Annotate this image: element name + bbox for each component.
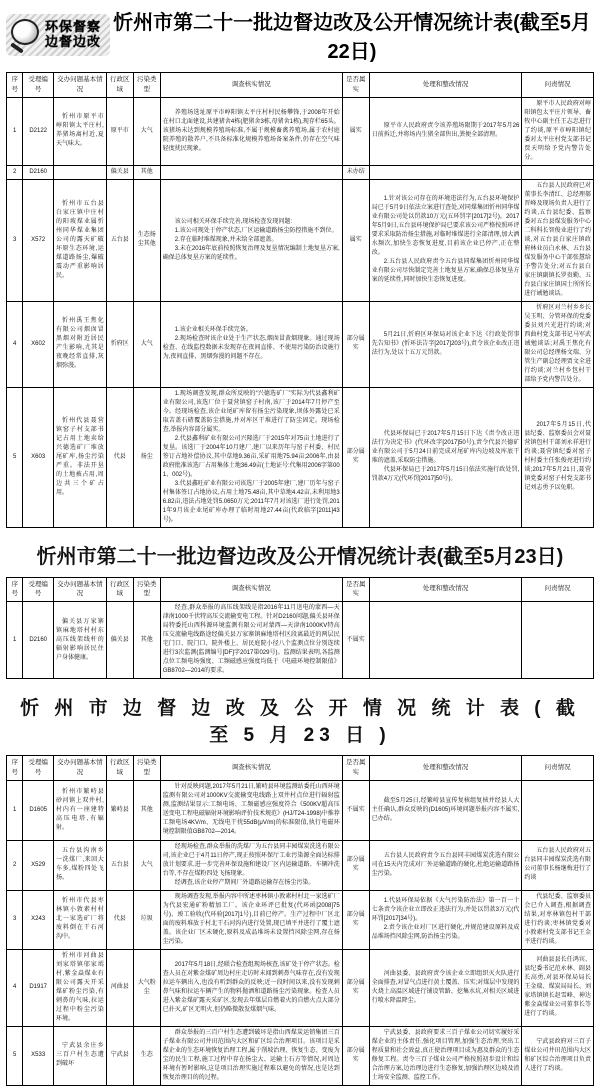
cell-issue: 五台县沟南乡一洗煤厂,来回大车多,煤粉四处飞扬。 [53, 840, 106, 890]
cell-pollution-type: 垃圾 [133, 890, 160, 949]
column-header-case-no: 受理编号 [23, 577, 54, 602]
column-header-pollution-type: 污染类型 [133, 756, 160, 781]
column-header-region: 行政区域 [106, 577, 133, 602]
column-header-verified: 是否属实 [342, 73, 369, 98]
cell-verified: 属实 [342, 179, 369, 301]
column-header-accountability: 问责情况 [522, 73, 594, 98]
cell-region: 偏关县 [106, 165, 133, 179]
table-row [7, 179, 594, 301]
cell-case-no: D2122 [23, 97, 54, 165]
cell-verified: 未办结 [342, 165, 369, 179]
cell-verified: 部分属实 [342, 387, 369, 527]
cell-issue: 偏关县万家寨镇麻地塔村村东高压线架线杆的辐射影响居民住户身体健康。 [53, 602, 106, 679]
table1-wrap [6, 72, 594, 528]
column-header-issue: 交办问题基本情况 [53, 756, 106, 781]
column-header-accountability: 问责情况 [522, 756, 594, 781]
cell-case-no: X533 [23, 1026, 54, 1085]
cell-investigation: 群众举报的三百户村生态遭到破坏是指山西煤炭运销集团三百子煤业有限公司井田范围内大区和矿区综合治理项目。该项目是采煤企业的生态环境恢复治理工程,属于削坡治理、恢复生态、变废为宝的民生工程,施工过程中存在扬尘大、运输土石方等情况,对周边环境有暂时影响,这是项目治理实施过程难以避免的情况,也是达到恢复治理目的的过程。 [160, 1026, 342, 1085]
cell-index: 3 [7, 179, 23, 301]
cell-accountability [522, 602, 594, 679]
column-header-pollution-type: 污染类型 [133, 73, 160, 98]
cell-pollution-type: 生态扬尘其他 [133, 179, 160, 301]
column-header-region: 行政区域 [106, 73, 133, 98]
cell-region: 原平市 [106, 97, 133, 165]
cell-case-no: D1917 [23, 949, 54, 1026]
cell-accountability: 五台县人民政府已对董事长李清红、总经理郝晋峰及现场负责人进行了约谈,五台县纪委、监察委对五台县煤发服务中心二科科长智俊业进行了约谈,对五台县白家庄镇政府林业员白永林、五台县煤发服务中心干部张慧给予警告处分;对五台县白家庄镇副镇长罗贵勤、五台县白家庄镇国土所所长进行诫勉谈话。 [522, 179, 594, 301]
column-header-handling: 处理和整改情况 [369, 756, 522, 781]
cell-investigation: 现场调查发现,举报内容中所述枣林镇小敦素村村北一家选矿厂为代县宏通矿粉精加工厂。该企业环评已批复(代环函[2008]75号)、竣工验收(代环验[2017]1号),目前已停产。生产过程中厂区北面的废料堆放于村北干石河沟内进行处置,现已填平并进行了覆土遮盖。该企业厂区未硬化,原料及成品堆场未设置挡风除尘网,存在扬尘污染。 [160, 890, 342, 949]
cell-region: 河曲县 [106, 949, 133, 1026]
cell-investigation: 1.现场调查发现,群众所反映的“兴德选矿厂”实际为代县鑫利矿业有限公司,该选厂位于聂营镇窑子村南,该厂于2014年7月停产至今。经现场检查,该企业尾矿库留有扬尘污染现象,坝体外露处已采取苫盖石碴覆盖防尘措施,并对库区干堆进行了防尘固定。现场检查,举报内容部分属实。 2.代县鑫利矿业有限公司兴隆选厂于2015年对75亩土地进行了复垦。该选厂于2004年10月建厂,建厂以来历年与窑子村委、村民签订占地补偿协议,其中草地9.36亩,采矿用地75.94亩;2006年,由县政府批准该选厂占用集体土地36.49亩(土地证号:代集用2006字第001、002号)。 3.代县鑫旺矿业有限公司该选厂于2005年建厂,建厂历年与窑子村集体签订占地协议,占用土地75.48亩,其中草地4.42亩,未利用地36.82亩,违法占地处罚5.0650万元;2011年7月对该选厂进行处罚,2011年9月该企业尾矿库办理了临时用地27.44亩(代政临字[2011]43号)。 [160, 387, 342, 527]
cell-verified: 属实 [342, 97, 369, 165]
cell-accountability: 忻府区对兰村乡乡长吴玉明、分管环保的党委委员刘兴光进行约谈;对西曲村党支部书记马军武诫勉谈话;对禹王焦化有限公司总经理杨文瑞、分管生产副总经理贾文全进行约谈;对兰村乡包村干部给予党内警告处分。 [522, 301, 594, 387]
cell-index: 5 [7, 387, 23, 527]
cell-accountability: 原平市人民政府对崞阳镇包太平庄片领导、畜牧中心副主任王志忠进行了约谈,原平市崞阳镇纪委对太平庄村党支部书记贾天明给予党内警告处分。 [522, 97, 594, 165]
cell-case-no: X529 [23, 840, 54, 890]
table-row [7, 301, 594, 387]
cell-issue: 忻州市河曲县刘家塔镇邬家墕村,紫金焱煤业有限公司露天开采煤矿粉尘污染,有刺鼻的气味,拉运过程中粉尘污染环境。 [53, 949, 106, 1026]
cell-handling: 原平市人民政府责令该养殖场限期于2017年5月26日前拆迁,并将场内生猪全部售出,粪便全部清理。 [369, 97, 522, 165]
cell-region: 代县 [106, 890, 133, 949]
column-header-case-no: 受理编号 [23, 73, 54, 98]
cell-region: 五台县 [106, 179, 133, 301]
column-header-index: 序号 [7, 73, 23, 98]
cell-issue: 忻州代县聂营镇窑子村支部书记占用土地卖给兴德选矿厂堆放尾矿库,扬尘污染严重。非法开垦的土地被占用,周边共三个矿占用。 [53, 387, 106, 527]
cell-handling: 5月21日,忻府区环保局对该企业下达《行政处罚事先告知书》(忻环法告字[2017]203号),责令该企业改正违法行为,处以十五万元罚款。 [369, 301, 522, 387]
cell-pollution-type: 大气粉尘 [133, 949, 160, 1026]
cell-pollution-type: 生态 [133, 1026, 160, 1085]
cell-handling: 河曲县委、县政府责令该企业立即组织灭火队进行全面排查,对冒气点进行黄土覆盖、压实;对煤层中发现的火烧土高温区域进行铺设管路、挖集水坑,对相关区域进行喷水降温降尘。 [369, 949, 522, 1026]
header-row [7, 73, 594, 98]
cell-verified: 部分属实 [342, 949, 369, 1026]
cell-investigation [160, 165, 342, 179]
cell-index: 1 [7, 780, 23, 840]
cell-verified: 部分属实 [342, 840, 369, 890]
column-header-handling: 处理和整改情况 [369, 577, 522, 602]
cell-handling: 宁武县委、县政府要求三百子煤业公司切实履好采煤企业的主体责任,强化项目管理,加强生态治理,突出工程质量和社会效益,真正使治理项目成为惠及群众的生态修复工程。责令三百子煤业公司严格按照初步设计和综合治理方案,边治理边进行生态修复,加强治理区边坡及渣土场安全监测、监控工作。 [369, 1026, 522, 1085]
cell-region: 五台县 [106, 840, 133, 890]
cell-handling: 代县环保局已于2017年5月15日下达《责令改正违法行为决定书》(代环改字[2017]50号),责令代县兴德矿业有限公司于5月24日前完成对尾矿库内边坡及库底干堆的遮盖,采取防尘措施。 代县环保局已于2017年5月15日依法实施行政处罚,罚款4万元(代环罚[2017]50号)。 [369, 387, 522, 527]
cell-issue: 忻州市代县枣林镇小敦素村村北一家选矿厂将废料倒在干石河沟中。 [53, 890, 106, 949]
cell-accountability: 2017年5月15日,代县纪委、监察委员会对聂营镇包村干部刘永祥进行约谈;聂营镇纪委对窑子村村委主任张俊亮进行约谈;2017年5月21日,聂营镇党委对窑子村党支部书记刘志勇予以免职。 [522, 387, 594, 527]
cell-investigation: 该公司相关环保手续完善,现场检查发现问题: 1.该公司现处于停产状态,厂区运输道路扬尘防控措施不到位。 2.存在临时堆煤现象,并未给全部遮盖。 3.未在2016年底前按照恢复治理及复垦情况编制土地复垦方案,确保总体复垦方案的延续性。 [160, 179, 342, 301]
table-row [7, 949, 594, 1026]
cell-accountability [522, 165, 594, 179]
cell-handling: 五台县人民政府责令五台县同丰园煤炭洗选有限公司在15天内完成对厂外运输道路的硬化,杜绝运输道路扬尘污染。 [369, 840, 522, 890]
cell-index: 5 [7, 1026, 23, 1085]
logo-line1: 环保督察 [45, 19, 102, 35]
table-row [7, 780, 594, 840]
cell-issue: 宁武县余庄乡三百户村生态遭到破坏 [53, 1026, 106, 1085]
cell-issue: 忻州禹王焦化有限公司烟囱冒黑烟对附近居民产生影响,尤其是夜晚经常直排,灰烟弥漫。 [53, 301, 106, 387]
column-header-index: 序号 [7, 756, 23, 781]
cell-investigation: 经现场检查,群众举报的洗煤厂为五台县同丰园煤炭洗选有限公司,该企业已于4月11日停产,现正按照环保厅工业污染源全面达标排放计划要求,进一步完善环保设施和建设厂区内运输道路、车辆冲洗台等,不存在煤粉四处飞扬现象。 经调查,该企业停产期间厂外道路运输存在扬尘污染。 [160, 840, 342, 890]
cell-pollution-type: 大气 [133, 301, 160, 387]
cell-pollution-type: 大气 [133, 97, 160, 165]
stats-table-3 [6, 755, 594, 1086]
cell-verified: 部分属实 [342, 301, 369, 387]
cell-pollution-type: 其他 [133, 602, 160, 679]
logo-text [45, 20, 101, 50]
column-header-region: 行政区域 [106, 756, 133, 781]
table-row [7, 387, 594, 527]
cell-index: 1 [7, 97, 23, 165]
cell-investigation: 养殖场选址原平市崞阳镇太平庄村村民杨攀锋,于2008年开始在村口北面建设,共建猪舍4栋(肥猪舍3栋,母猪舍1栋),现存栏65头。该猪场未达到规模养殖场标准,不属于规模畜禽养殖场,属于农村庭院养殖的散养户,不具备标准化规模养殖场备案条件,仍存在空气味轻度扰民现象。 [160, 97, 342, 165]
cell-investigation: 经查,群众举报的高压线架线是指2016年11月送电的蒙西—天津南1000千伏特高压交流输变电工程。针对D2160问题,偏关县环保局特委托山西科源环境监测有限公司对蒙西—天津南1000KV特高压交流输电线路途经偏关县万家寨镇麻地塔村区段离最近的两层民宅门口、院门口、院外楼上、居民庭院小径八个监测点位分别连续进行3次监测(监测编号[DF]字2017第029号)。监测结果表明,各监测点位工频电场强度、工频磁感应强度均低于《电磁环境控制限值》GB8702—2014的要求。 [160, 602, 342, 679]
table-row [7, 602, 594, 679]
cell-index: 2 [7, 840, 23, 890]
column-header-investigation: 调查核实情况 [160, 577, 342, 602]
cell-investigation: 针对反映问题,2017年5月21日,繁峙县环境监测站委托山西环境监测有限公司对1000KV交流输变电线路上双井村点位进行辐射监测,监测结果显示:工频电场、工频磁感应强度符合《500KV超高压送变电工程电磁辐射环境影响评价技术规范》(HJ/T24-1998)中推荐工频电场4KV/m、无线电干扰55dB(μV/m)的标准限值,执行电磁环境控制限值GB8702—2014。 [160, 780, 342, 840]
cell-case-no: X602 [23, 301, 54, 387]
logo-line2: 边督边改 [45, 34, 102, 49]
cell-case-no: D2160 [23, 602, 54, 679]
cell-handling: 截至5月25日,经繁峙县宣传复核组复核并经县人大主任确认,群众反映的(D1605)环境问题举报内容不属实,已办结。 [369, 780, 522, 840]
table-row [7, 840, 594, 890]
cell-pollution-type: 其他 [133, 165, 160, 179]
cell-verified: 不属实 [342, 602, 369, 679]
cell-investigation: 2017年5月18日,经联合检查组现场核查,该矿处于停产状态。检查人员在对紫金煤矿周边村庄走访时未闻到刺鼻气味存在,没有发现拉运车辆出入,也没有听到群众的反映;近一段时间以来,没有发现刺鼻气味和拉运车辆产生的物料抛洒和道路扬尘污染现象。检查人员进入紫金煤矿露天采矿区,发现去年煤层自燃着火的自燃火点大部分已扑灭,矿区无明火,但仍略微散发煤烟气味。 [160, 949, 342, 1026]
column-header-handling: 处理和整改情况 [369, 73, 522, 98]
cell-index: 2 [7, 165, 23, 179]
stats-table-2 [6, 577, 594, 680]
column-header-pollution-type: 污染类型 [133, 577, 160, 602]
column-header-index: 序号 [7, 577, 23, 602]
cell-case-no: X572 [23, 179, 54, 301]
cell-region: 偏关县 [106, 602, 133, 679]
cell-region: 宁武县 [106, 1026, 133, 1085]
cell-accountability: 宁武县政府对三百子煤业公司井田范围内大区和矿区综合治理项目负责人进行了约谈。 [522, 1026, 594, 1085]
cell-handling [369, 165, 522, 179]
cell-region: 代县 [106, 387, 133, 527]
cell-issue: 忻州市原平市崞阳镇太平庄村,养猪场离村近,夏天气味大。 [53, 97, 106, 165]
cell-pollution-type: 其他 [133, 780, 160, 840]
table2-wrap [6, 577, 594, 680]
table-row [7, 1026, 594, 1085]
header-row [7, 577, 594, 602]
cell-verified: 部分属实 [342, 1026, 369, 1085]
cell-investigation: 1.该企业相关环保手续完备。 2.现场检查时该企业处于生产状态,烟囱冒黄烟现象。通过现场检查、在线监控数据未发现存在夜间直排、不使用污染防治设施行为,夜间直排、黑烟弥漫的问题不存在。 [160, 301, 342, 387]
cell-region: 忻府区 [106, 301, 133, 387]
page-title-table3: 忻 州 市 边 督 边 改 及 公 开 情 况 统 计 表 ( 截 至 5 月 23 日 ) [20, 698, 580, 746]
cell-handling: 1.针对该公司存在的环境违法行为,五台县环境保护局已于5月9日依法立案进行查处,对同煤集团忻州同华煤业有限公司处以罚款10万元(五环罚字[2017]2号)。2017年5月9日,五台县环境保护局已要求该公司严格按照环评要求采取防治扬尘措施,对临时堆煤进行全部清理,加大洒水频次,加快生态恢复进度,目前该企业已停产,正在整改。 2.五台县人民政府责令五台县同煤集团忻州同华煤业有限公司尽快制定完善土地复垦方案,确保总体复垦方案的延续性,同时加快生态恢复进度。 [369, 179, 522, 301]
page-header [6, 6, 594, 64]
cell-pollution-type: 大气 [133, 840, 160, 890]
cell-handling: 1.代县环保局依据《大气污染防治法》第一百一十七条责令该企业立即改正违法行为,并处以罚款3万元(代环罚[2017]34号)。 2.责令该企业对厂区进行硬化,并规范建设原料及成品堆场挡风除尘网,防治扬尘污染。 [369, 890, 522, 949]
stats-table-1 [6, 72, 594, 528]
table3-wrap [6, 755, 594, 1086]
cell-index: 4 [7, 301, 23, 387]
cell-accountability [522, 780, 594, 840]
cell-case-no: X603 [23, 387, 54, 527]
page-title-table2: 忻州市第二十一批边督边改及公开情况统计表(截至5月23日) [36, 545, 564, 568]
column-header-verified: 是否属实 [342, 577, 369, 602]
cell-index: 1 [7, 602, 23, 679]
column-header-issue: 交办问题基本情况 [53, 73, 106, 98]
cell-index: 4 [7, 949, 23, 1026]
cell-handling [369, 602, 522, 679]
column-header-case-no: 受理编号 [23, 756, 54, 781]
cell-pollution-type: 扬尘 [133, 387, 160, 527]
cell-verified: 不属实 [342, 780, 369, 840]
cell-accountability: 代县纪委、监察委员会已介入调查,根据调查结果,对枣林镇包村干部进行约谈;枣林镇党委对小敦素村党支部书记王金平进行约谈。 [522, 890, 594, 949]
table-row [7, 165, 594, 179]
page-title-table1: 忻州市第二十一批边督边改及公开情况统计表(截至5月22日) [113, 12, 591, 63]
table-row [7, 890, 594, 949]
cell-verified: 部分属实 [342, 890, 369, 949]
cell-issue [53, 165, 106, 179]
cell-case-no: D2160 [23, 165, 54, 179]
column-header-investigation: 调查核实情况 [160, 73, 342, 98]
cell-issue: 忻州市五台县白家庄镇中庄村的阳坡煤业属忻州同华煤业集团公司的露天矿破坏原生态环境,运煤道路扬尘,爆破震动严重影响居民。 [53, 179, 106, 301]
cell-case-no: X243 [23, 890, 54, 949]
cell-accountability: 河曲县县长任鸿宾、县纪委书记范永林、副县长高勇,对县环保局局长王金瑞、煤炭局局长、刘家塔镇镇长赵雪峰、神达紫金焱煤业公司董事长等进行了约谈。 [522, 949, 594, 1026]
cell-issue: 忻州市繁峙县砂河镇上双井村,村内有一座建特高压电塔,有辐射。 [53, 780, 106, 840]
cell-accountability: 五台县人民政府对五台县同丰园煤炭洗选有限公司董事长杨继梅进行了约谈 [522, 840, 594, 890]
cell-case-no: D1605 [23, 780, 54, 840]
column-header-issue: 交办问题基本情况 [53, 577, 106, 602]
magnifier-icon [9, 18, 43, 52]
header-row [7, 756, 594, 781]
column-header-accountability: 问责情况 [522, 577, 594, 602]
cell-index: 3 [7, 890, 23, 949]
column-header-verified: 是否属实 [342, 756, 369, 781]
environmental-inspection-logo [6, 14, 110, 56]
table-row [7, 97, 594, 165]
column-header-investigation: 调查核实情况 [160, 756, 342, 781]
cell-region: 繁峙县 [106, 780, 133, 840]
